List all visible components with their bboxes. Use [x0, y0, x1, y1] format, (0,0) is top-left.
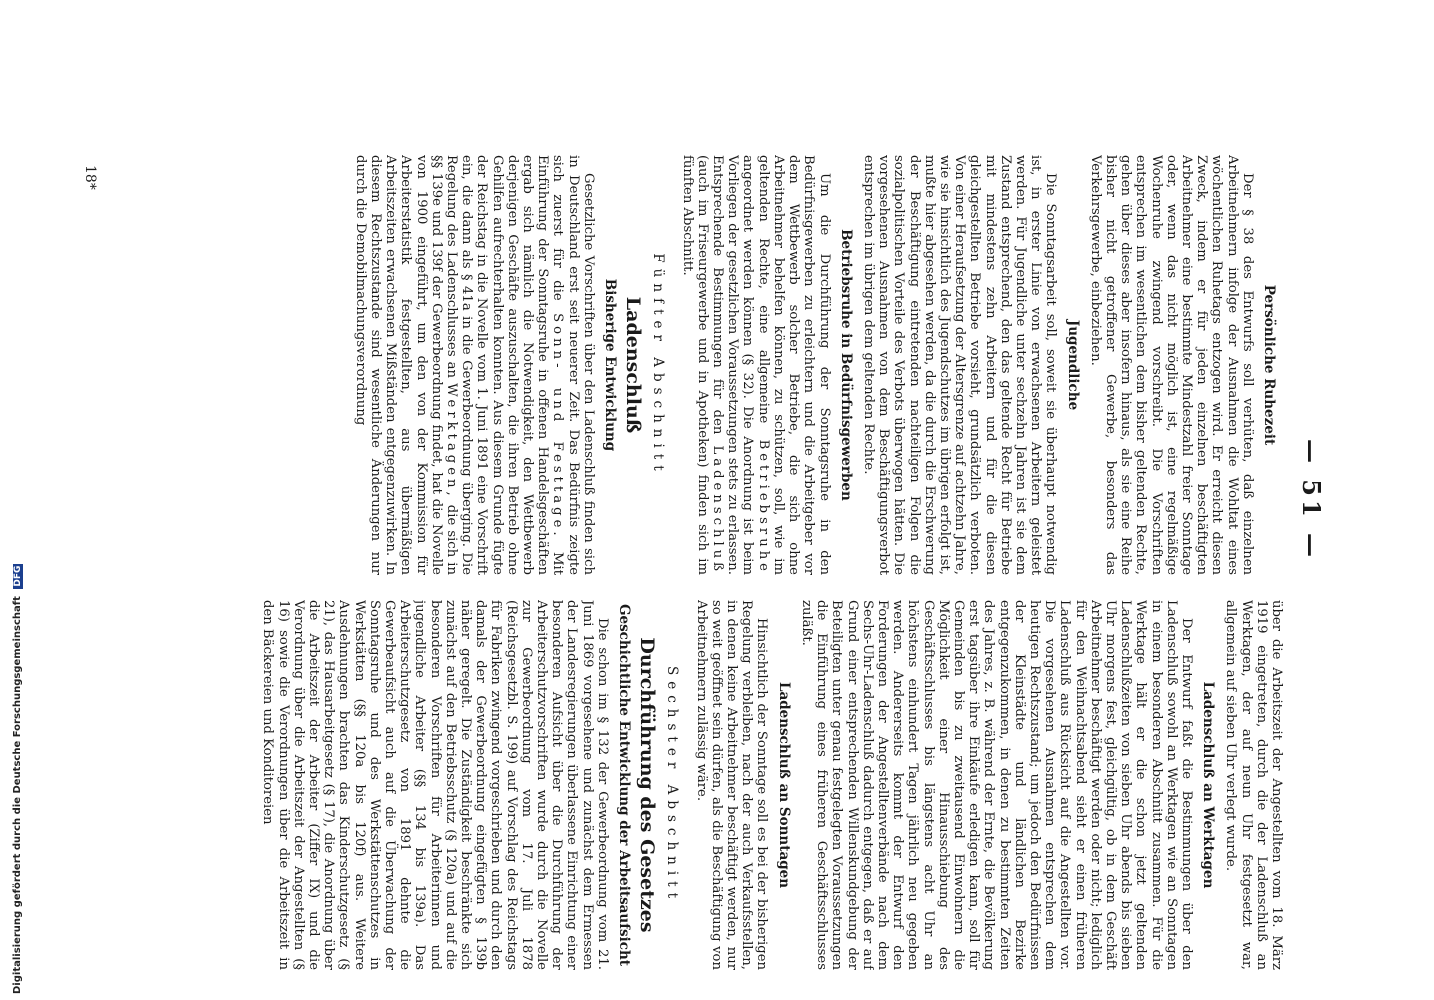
- paragraph: Die Sonntagsarbeit soll, soweit sie überhaupt notwendig ist, in erster Linie von erwachsenen Arbeitern geleistet werden. Für Jugendliche unter sechzehn Jahren ist sie dem Zustand entsprechend, den das geltende Recht für Betriebe mit mindestens zehn Arbeitern und für die diesen gleichgestellten Betriebe vorsieht, grundsätzlich verboten. Von einer Heraufsetzung der Altersgrenze auf achtzehn Jahre, wie sie hinsichtlich des Jugendschutzes im übrigen erfolgt ist, mußte hier abgesehen werden, da die durch die Erschwerung der Beschäftigung eintretenden nachteiligen Folgen die sozialpolitischen Vorteile des Verbots überwogen hätten. Die vorgesehenen Ausnahmen von dem Beschäftigungsverbot entsprechen im übrigen dem geltenden Rechte.: [860, 155, 1059, 575]
- heading-geschichtliche-entwicklung: Geschichtliche Entwicklung der Arbeitsaufsicht: [616, 603, 633, 967]
- left-column: [104, 155, 1284, 575]
- text-run: Mit Einführung der Sonntagsruhe in offenen Handelsgeschäften ergab sich nämlich die Notwendigkeit, den Wettbewerb derjenigen Geschäfte auszuschalten, die ihren Betrieb ohne Gehilfen aufrechterhalten konnten. Aus diesem Grunde fügte der Reichstag in die Novelle vom 1. Juni 1891 eine Vorschrift ein, die dann als § 41a in die Gewerbeordnung überging. Die Regelung des Ladenschlusses an: [444, 155, 566, 575]
- spaced-term: Sonn- und Festtage.: [550, 313, 566, 540]
- section-label-sechster-abschnitt: Sechster Abschnitt: [664, 665, 681, 905]
- dfg-logo-icon: DFG: [13, 565, 23, 587]
- digitization-note: Digitalisierung gefördert durch die Deutsche Forschungsgemeinschaft: [12, 596, 23, 994]
- paragraph: Der § 38 des Entwurfs soll verhüten, daß einzelnen Arbeitnehmern infolge der Ausnahmen die Wohltat eines wöchentlichen Ruhetags entzogen wird. Er erreicht diesen Zweck, indem er für jeden einzelnen beschäftigten Arbeitnehmer eine bestimmte Mindestzahl freier Sonntage oder, wenn das nicht möglich ist, eine regelmäßige Wochenruhe zwingend vorschreibt. Die Vorschriften entsprechen im wesentlichen dem bisher geltenden Rechte, gehen über dieses aber insofern hinaus, als sie eine Reihe bisher nicht getroffener Gewerbe, besonders das Verkehrsgewerbe, einbeziehen.: [1087, 155, 1255, 575]
- digitization-credit: [12, 564, 23, 994]
- footer-signature: 18*: [82, 165, 98, 190]
- paragraph: [353, 155, 596, 575]
- paragraph: über die Arbeitszeit der Angestellten vom 18. März 1919 eingetreten, durch die der Ladenschluß an Werktagen, der auf neun Uhr festgesetzt war, allgemein auf sieben Uhr verlegt wurde.: [1223, 600, 1284, 970]
- text-run: Gesetzliche Vorschriften über den Ladenschluß finden sich in Deutschland erst seit neuerer Zeit. Das Bedürfnis zeigte sich zuerst für die: [550, 155, 596, 575]
- text-run: die sich in §§ 139e und 139f der Gewerbeordnung findet, hat die Novelle von 1900 eingeführt, um den von der Kommission für Arbeiterstatistik festgestellten, aus übermäßigen Arbeitszeiten erwachsenen Mißständen entgegenzuwirken. In diesem Rechtszustande sind wesentliche Änderungen nur durch die Demobilmachungsverordnung: [352, 155, 460, 575]
- right-column: [104, 600, 1284, 970]
- page-number: — 51 —: [1297, 438, 1326, 562]
- spaced-term: Werktagen,: [444, 383, 460, 500]
- heading-persoenliche-ruhezeit: Persönliche Ruhezeit: [1261, 284, 1277, 446]
- text-run: (auch im Friseurgewerbe und in Apotheken) finden sich im fünften Abschnitt.: [679, 155, 710, 575]
- heading-durchfuehrung: Durchführung des Gesetzes: [636, 637, 659, 933]
- spaced-term: Ladenschluß: [710, 445, 726, 575]
- heading-ladenschluss: Ladenschluß: [622, 296, 645, 434]
- paragraph: Die schon im § 132 der Gewerbeordnung vom 21. Juni 1869 vorgesehene und zunächst dem Ermessen der Landesregierungen überlassene Einrichtung einer besonderen Aufsicht über die Durchführung der Arbeiterschutzvorschriften wurde durch die Novelle zur Gewerbeordnung vom 17. Juli 1878 (Reichsgesetzbl. S. 199) auf Vorschlag des Reichstags für Fabriken zwingend vorgeschrieben und durch den damals der Gewerbeordnung eingefügten § 139b näher geregelt. Die Zuständigkeit beschränkte sich zunächst auf den Betriebsschutz (§ 120a) und auf die besonderen Vorschriften für Arbeiterinnen und jugendliche Arbeiter (§§ 134 bis 139a). Das Arbeiterschutzgesetz von 1891 dehnte die Gewerbeaufsicht auch auf die Überwachung der Sonntagsruhe und des Werkstättenschutzes in Werkstätten (§§ 120a bis 120f) aus. Weitere Ausdehnungen brachten das Kinderschutzgesetz (§ 21), das Hausarbeitgesetz (§ 17), die Anordnung über die Arbeitszeit der Arbeiter (Ziffer IX) und die Verordnung über die Arbeitszeit der Angestellten (§ 16) sowie die Verordnungen über die Arbeitszeit in den Bäckereien und Konditoreien: [260, 600, 610, 970]
- spaced-term: Betriebsruhe: [755, 439, 771, 575]
- paragraph: Der Entwurf faßt die Bestimmungen über den Ladenschluß sowohl an Werktagen wie an Sonntagen in einem besonderen Abschnitt zusammen. Für die Werktage hält er die schon jetzt geltenden Ladenschlußzeiten von sieben Uhr abends bis sieben Uhr morgens fest, gleichgültig, ob in dem Geschäft Arbeitnehmer beschäftigt werden oder nicht; lediglich für den Weihnachtsabend sieht er einen früheren Ladenschluß aus Rücksicht auf die Angestellten vor. Die vorgesehenen Ausnahmen entsprechen dem heutigen Rechtszustand; um jedoch den Bedürfnissen der Kleinstädte und ländlichen Bezirke entgegenzukommen, in denen zu bestimmten Zeiten des Jahres, z. B. während der Ernte, die Bevölkerung erst tagsüber ihre Einkäufe erledigen kann, soll für Gemeinden bis zu zweitausend Einwohnern die Möglichkeit einer Hinausschiebung des Geschäftsschlusses bis längstens acht Uhr an höchstens einhundert Tagen jährlich neu gegeben werden. Andererseits kommt der Entwurf den Forderungen der Angestelltenverbände nach dem Sechs-Uhr-Ladenschluß dadurch entgegen, daß er auf Grund einer entsprechenden Willenskundgebung der Beteiligten unter genau festgelegten Voraussetzungen die Einführung eines früheren Geschäftsschlusses zuläßt.: [798, 600, 1194, 970]
- text-run: Um die Durchführung der Sonntagsruhe in den Bedürfnisgewerben zu erleichtern und die Arbeitgeber vor dem Wettbewerb solcher Betriebe, die sich ohne Arbeitnehmer behelfen können, zu schützen, soll, wie im geltenden Rechte, eine allgemeine: [755, 155, 832, 575]
- heading-jugendliche: Jugendliche: [1064, 319, 1081, 411]
- paragraph: Hinsichtlich der Sonntage soll es bei der bisherigen Regelung verbleiben, nach der auch Verkaufsstellen, in denen keine Arbeitnehmer beschäftigt werden, nur so weit geöffnet sein dürfen, als die Beschäftigung von Arbeitnehmern zulässig wäre.: [693, 600, 770, 970]
- heading-betriebsruhe: Betriebsruhe in Bedürfnisgewerben: [837, 229, 854, 501]
- heading-ladenschluss-sonntagen: Ladenschluß an Sonntagen: [775, 681, 792, 889]
- section-label-fuenfter-abschnitt: Fünfter Abschnitt: [650, 253, 667, 477]
- heading-bisherige-entwicklung: Bisherige Entwicklung: [602, 278, 619, 452]
- paragraph: [679, 155, 831, 575]
- text-run: angeordnet werden können (§ 32). Die Anordnung ist beim Vorliegen der gesetzlichen Voraussetzungen stets zu erlassen. Entsprechende Bestimmungen für den: [710, 155, 756, 575]
- heading-ladenschluss-werktagen: Ladenschluß an Werktagen: [1200, 681, 1217, 889]
